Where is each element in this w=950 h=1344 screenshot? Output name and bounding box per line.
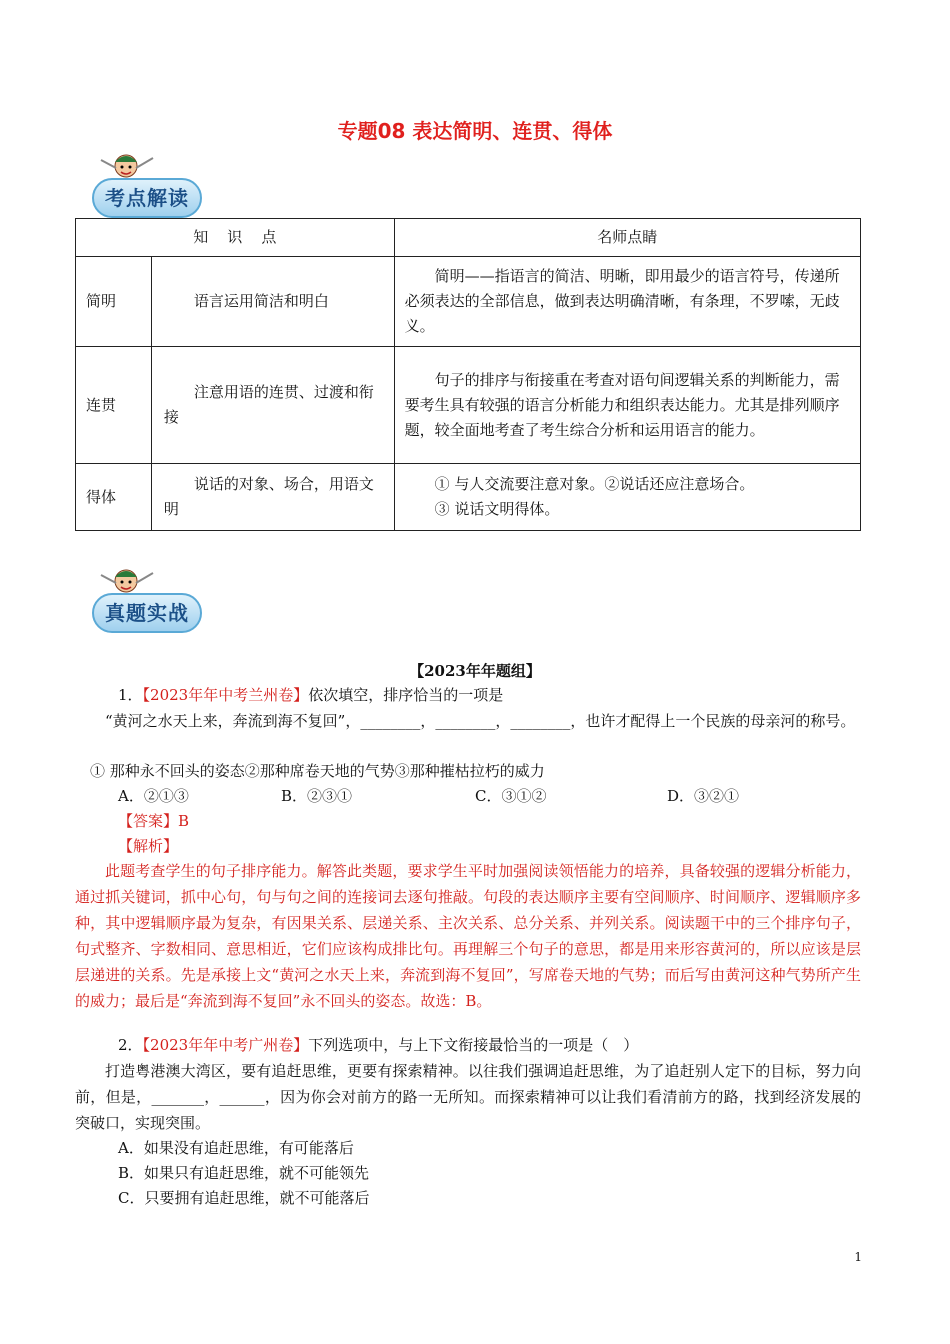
group-title: 【2023年年题组】: [409, 662, 541, 680]
section-badge-real-exams: [82, 565, 212, 645]
question-2-stem: [75, 1033, 904, 1058]
q1-option-b: B．②③①: [281, 787, 353, 805]
q2-option-a: A．如果没有追赶思维，有可能落后: [118, 1139, 354, 1157]
q2-passage: 打造粤港澳大湾区，要有追赶思维，更要有探索精神。以往我们强调追赶思维，为了追赶别人定下的目标，努力向前，但是，_______，______，因为你会对前方的路一无所知。而探索精神可以让我们看清前方的路，找到经济发展的突破口，实现突围。: [75, 1062, 861, 1132]
knowledge-table: [75, 218, 861, 531]
row-name: 简明: [76, 257, 152, 347]
row-point: 语言运用简洁和明白: [151, 257, 394, 347]
q1-answer: 【答案】B: [118, 812, 190, 830]
row-tip: ① 与人交流要注意对象。②说话还应注意场合。: [434, 475, 755, 493]
badge-label: 真题实战: [92, 593, 202, 633]
row-tip: 简明——指语言的简洁、明晰，即用最少的语言符号，传递所必须表达的全部信息，做到表达明确清晰，有条理，不罗嗦，无歧义。: [394, 257, 860, 347]
row-point: 注意用语的连贯、过渡和衔接: [151, 347, 394, 464]
question-1-stem: [75, 683, 904, 708]
table-row: [76, 464, 861, 531]
header-teacher-tip: 名师点睛: [394, 219, 860, 257]
page-number: 1: [854, 1250, 862, 1264]
table-row: [76, 257, 861, 347]
q2-source: 【2023年年中考广州卷】: [142, 1036, 309, 1054]
q1-number: 1．: [118, 686, 143, 704]
table-row: [76, 347, 861, 464]
q1-passage: “黄河之水天上来，奔流到海不复回”，________，________，________，也许才配得上一个民族的母亲河的称号。: [105, 712, 856, 730]
badge-label: 考点解读: [92, 178, 202, 218]
row-tip-2: ③ 说话文明得体。: [434, 500, 560, 518]
q2-option-c: C．只要拥有追赶思维，就不可能落后: [118, 1189, 370, 1207]
q2-number: 2．: [118, 1036, 143, 1054]
page-title: 专题08 表达简明、连贯、得体: [337, 119, 613, 143]
q1-analysis-label: 【解析】: [118, 837, 179, 855]
q2-text: 下列选项中，与上下文衔接最恰当的一项是（ ）: [308, 1036, 639, 1054]
row-name: 得体: [76, 464, 152, 531]
header-knowledge: 知 识 点: [76, 219, 395, 257]
q1-option-c: C．③①②: [475, 787, 547, 805]
row-tip: 句子的排序与衔接重在考查对语句间逻辑关系的判断能力，需要考生具有较强的语言分析能力和组织表达能力。尤其是排列顺序题，较全面地考查了考生综合分析和运用语言的能力。: [394, 347, 860, 464]
row-point: 说话的对象、场合，用语文明: [151, 464, 394, 531]
q1-option-d: D．③②①: [667, 787, 740, 805]
row-name: 连贯: [76, 347, 152, 464]
q2-option-b: B．如果只有追赶思维，就不可能领先: [118, 1164, 370, 1182]
table-header-row: [76, 219, 861, 257]
q1-items: ① 那种永不回头的姿态②那种席卷天地的气势③那种摧枯拉朽的威力: [90, 762, 545, 780]
row-tip-cell: [394, 464, 860, 531]
q1-analysis: 此题考查学生的句子排序能力。解答此类题，要求学生平时加强阅读领悟能力的培养，具备较强的逻辑分析能力，通过抓关键词，抓中心句，句与句之间的连接词去逐句推敲。句段的表达顺序主要有空间顺序、时间顺序、逻辑顺序多种，其中逻辑顺序最为复杂，有因果关系、层递关系、主次关系、总分关系、并列关系。阅读题干中的三个排序句子，句式整齐、字数相同、意思相近，它们应该构成排比句。再理解三个句子的意思，都是用来形容黄河的，所以应该是层层递进的关系。先是承接上文“黄河之水天上来，奔流到海不复回”，写席卷天地的气势；而后写由黄河这种气势所产生的威力；最后是“奔流到海不复回”永不回头的姿态。故选：B。: [75, 862, 861, 1010]
q1-source: 【2023年年中考兰州卷】: [142, 686, 309, 704]
q1-text: 依次填空，排序恰当的一项是: [308, 686, 504, 704]
q1-option-a: A．②①③: [118, 787, 189, 805]
